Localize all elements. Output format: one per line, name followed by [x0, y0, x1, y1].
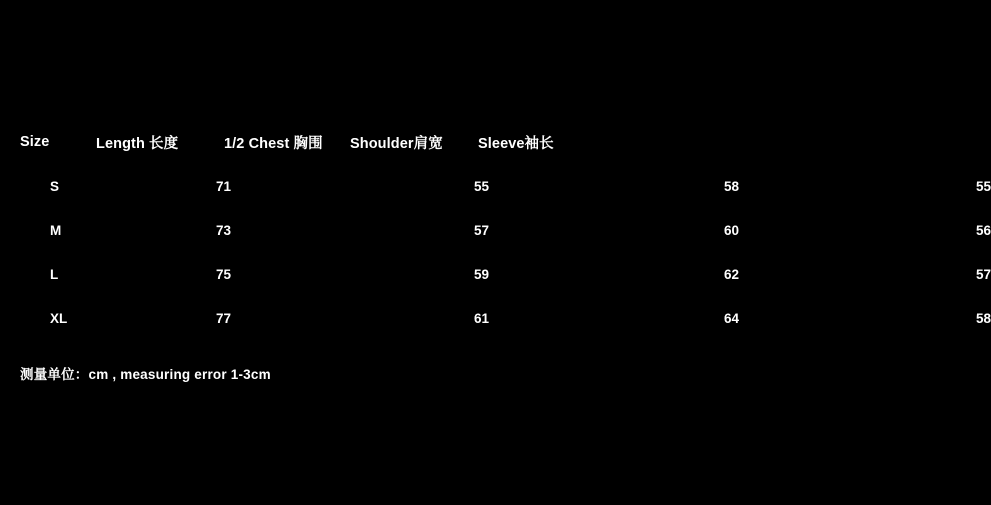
cell-length: 73 [216, 222, 232, 238]
cell-shoulder: 60 [724, 222, 740, 238]
column-header-shoulder: Shoulder肩宽 [350, 135, 443, 152]
cell-shoulder: 58 [724, 178, 740, 194]
column-header-size: Size [20, 134, 50, 150]
cell-sleeve: 55 [976, 178, 991, 194]
cell-sleeve: 57 [976, 266, 991, 282]
cell-half-chest: 59 [474, 266, 490, 282]
cell-length: 75 [216, 266, 232, 282]
table-row [20, 252, 586, 296]
column-header-length: Length 长度 [96, 135, 179, 152]
table-row [20, 208, 586, 252]
cell-sleeve: 56 [976, 222, 991, 238]
cell-sleeve: 58 [976, 310, 991, 326]
cell-half-chest: 57 [474, 222, 490, 238]
cell-half-chest: 55 [474, 178, 490, 194]
cell-shoulder: 62 [724, 266, 740, 282]
cell-shoulder: 64 [724, 310, 740, 326]
table-header-row [20, 120, 586, 164]
cell-size: S [50, 178, 60, 194]
column-header-chest: 1/2 Chest 胸围 [224, 135, 323, 152]
cell-size: L [50, 266, 59, 282]
cell-length: 77 [216, 310, 232, 326]
table-body [20, 164, 991, 340]
column-header-sleeve: Sleeve袖长 [478, 135, 554, 152]
table-row [20, 296, 586, 340]
cell-half-chest: 61 [474, 310, 490, 326]
size-chart-table [20, 120, 991, 340]
cell-size: XL [50, 310, 68, 326]
measurement-note: 测量单位：cm , measuring error 1-3cm [20, 367, 271, 382]
table-header [20, 120, 586, 164]
cell-size: M [50, 222, 62, 238]
cell-length: 71 [216, 178, 232, 194]
table-row [20, 164, 586, 208]
